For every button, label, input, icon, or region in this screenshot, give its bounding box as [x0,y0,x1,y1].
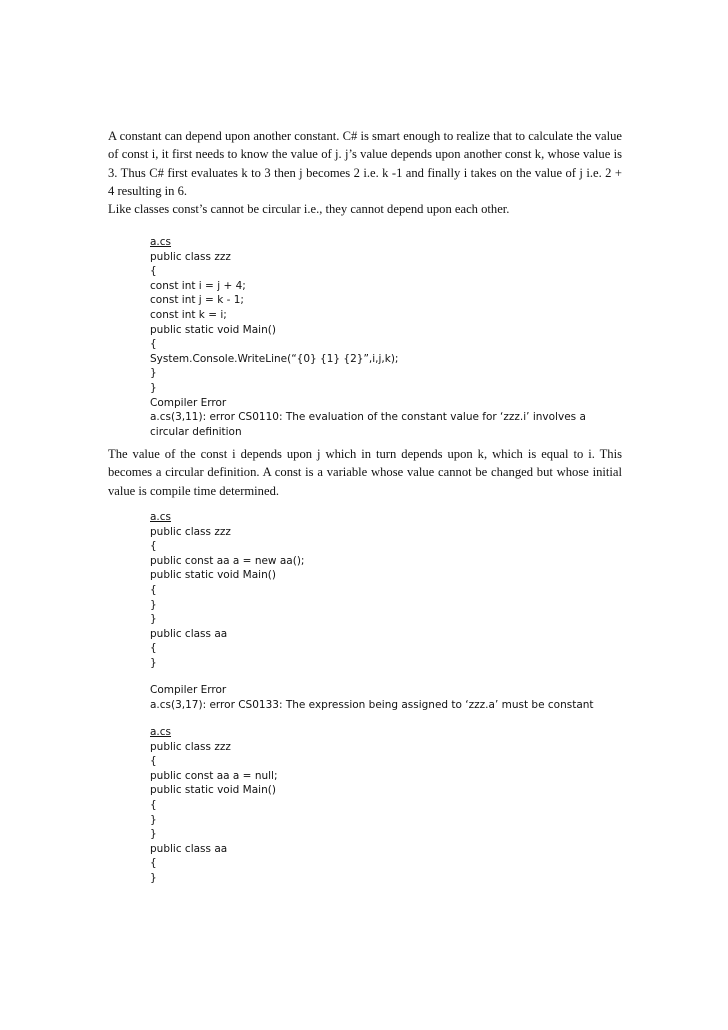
compiler-error-message: a.cs(3,11): error CS0110: The evaluation of the constant value for ‘zzz.i’ involves a [150,411,586,424]
compiler-error-block [150,683,620,712]
compiler-error-message: circular definition [150,425,242,438]
code-line: { [150,642,157,655]
code-block-new-aa [150,510,620,671]
code-line: public static void Main() [150,784,276,797]
code-line: const int i = j + 4; [150,279,246,292]
code-block-circular-const [150,235,620,439]
code-line: { [150,755,157,768]
code-line: } [150,598,157,611]
code-line: { [150,265,157,278]
code-line: { [150,583,157,596]
code-line: public class zzz [150,525,231,538]
paragraph-circular-note: Like classes const’s cannot be circular i.e., they cannot depend upon each other. [108,202,510,216]
code-line: System.Console.WriteLine(“{0} {1} {2}”,i,j,k); [150,352,399,365]
code-line: } [150,656,157,669]
code-line: public const aa a = new aa(); [150,554,305,567]
code-line: } [150,871,157,884]
code-filename: a.cs [150,236,172,248]
code-line: public class zzz [150,250,231,263]
paragraph-constant-dependency: A constant can depend upon another constant. C# is smart enough to realize that to calculate the value of const i, it first needs to know the value of j. j’s value depends upon another const k, whose value is 3. Thus C# first evaluates k to 3 then j becomes 2 i.e. k -1 and finally i takes on the value of j i.e. 2 + 4 resulting in 6. [108,129,622,198]
code-line: public static void Main() [150,323,276,336]
code-line: } [150,367,157,380]
code-line: public static void Main() [150,569,276,582]
paragraph-circular-explanation: The value of the const i depends upon j which in turn depends upon k, which is equal to i. This becomes a circular definition. A const is a variable whose value cannot be changed but whose initial value is compile time determined. [108,447,622,498]
code-line: public class aa [150,627,228,640]
code-line: } [150,381,157,394]
code-line: public class zzz [150,740,231,753]
code-line: const int k = i; [150,308,227,321]
compiler-error-heading: Compiler Error [150,684,227,696]
code-line: { [150,338,157,351]
code-line: { [150,798,157,811]
code-line: } [150,828,157,841]
code-line: public const aa a = null; [150,769,278,782]
code-line: public class aa [150,842,228,855]
compiler-error-heading: Compiler Error [150,396,227,409]
code-filename: a.cs [150,726,172,738]
code-line: } [150,813,157,826]
code-filename: a.cs [150,511,172,523]
code-line: { [150,857,157,870]
compiler-error-message: a.cs(3,17): error CS0133: The expression being assigned to ‘zzz.a’ must be constant [150,698,594,711]
code-line: { [150,540,157,553]
code-line: } [150,613,157,626]
code-block-null-const [150,725,620,886]
code-line: const int j = k - 1; [150,294,244,307]
